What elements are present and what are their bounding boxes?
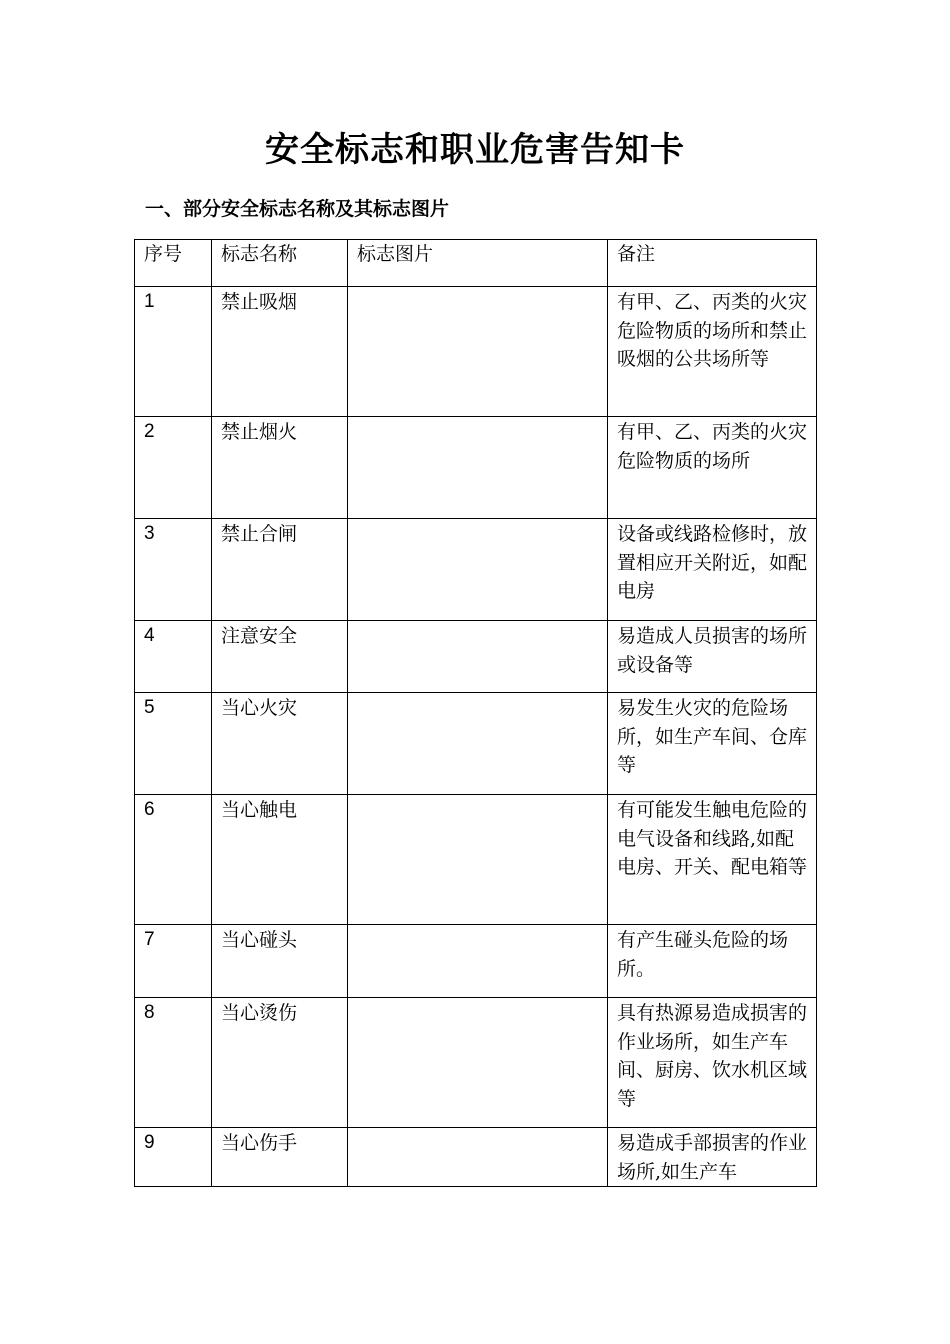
row-number: 6	[135, 795, 212, 925]
header-remarks: 备注	[608, 240, 817, 287]
header-sign-image: 标志图片	[348, 240, 608, 287]
row-number: 3	[135, 519, 212, 621]
sign-remark: 易造成手部损害的作业场所,如生产车	[608, 1128, 817, 1187]
table-row	[135, 417, 817, 519]
header-serial-number: 序号	[135, 240, 212, 287]
section-heading: 一、部分安全标志名称及其标志图片	[145, 198, 450, 220]
sign-remark: 有产生碰头危险的场所。	[608, 925, 817, 998]
table-row	[135, 621, 817, 693]
row-number: 5	[135, 693, 212, 795]
sign-remark: 设备或线路检修时，放置相应开关附近，如配电房	[608, 519, 817, 621]
sign-image-cell	[348, 417, 608, 519]
sign-image-cell	[348, 287, 608, 417]
row-number: 2	[135, 417, 212, 519]
sign-image-cell	[348, 1128, 608, 1187]
table-row	[135, 1128, 817, 1187]
sign-name: 当心火灾	[212, 693, 348, 795]
sign-name: 当心碰头	[212, 925, 348, 998]
safety-sign-table	[134, 239, 817, 1187]
sign-remark: 具有热源易造成损害的作业场所，如生产车间、厨房、饮水机区域等	[608, 998, 817, 1128]
row-number: 9	[135, 1128, 212, 1187]
sign-name: 当心烫伤	[212, 998, 348, 1128]
sign-name: 注意安全	[212, 621, 348, 693]
sign-image-cell	[348, 795, 608, 925]
sign-image-cell	[348, 998, 608, 1128]
sign-image-cell	[348, 519, 608, 621]
header-sign-name: 标志名称	[212, 240, 348, 287]
sign-name: 当心伤手	[212, 1128, 348, 1187]
sign-remark: 易发生火灾的危险场所，如生产车间、仓库等	[608, 693, 817, 795]
table-row	[135, 925, 817, 998]
sign-name: 禁止合闸	[212, 519, 348, 621]
sign-image-cell	[348, 693, 608, 795]
sign-image-cell	[348, 621, 608, 693]
sign-name: 当心触电	[212, 795, 348, 925]
sign-remark: 有可能发生触电危险的电气设备和线路,如配电房、开关、配电箱等	[608, 795, 817, 925]
table-header-row	[135, 240, 817, 287]
page-title: 安全标志和职业危害告知卡	[265, 130, 685, 170]
row-number: 4	[135, 621, 212, 693]
sign-name: 禁止吸烟	[212, 287, 348, 417]
sign-name: 禁止烟火	[212, 417, 348, 519]
sign-image-cell	[348, 925, 608, 998]
row-number: 1	[135, 287, 212, 417]
table-row	[135, 287, 817, 417]
sign-remark: 有甲、乙、丙类的火灾危险物质的场所和禁止吸烟的公共场所等	[608, 287, 817, 417]
table-row	[135, 998, 817, 1128]
sign-remark: 有甲、乙、丙类的火灾危险物质的场所	[608, 417, 817, 519]
table-row	[135, 795, 817, 925]
sign-remark: 易造成人员损害的场所或设备等	[608, 621, 817, 693]
table-row	[135, 519, 817, 621]
row-number: 8	[135, 998, 212, 1128]
table-row	[135, 693, 817, 795]
row-number: 7	[135, 925, 212, 998]
